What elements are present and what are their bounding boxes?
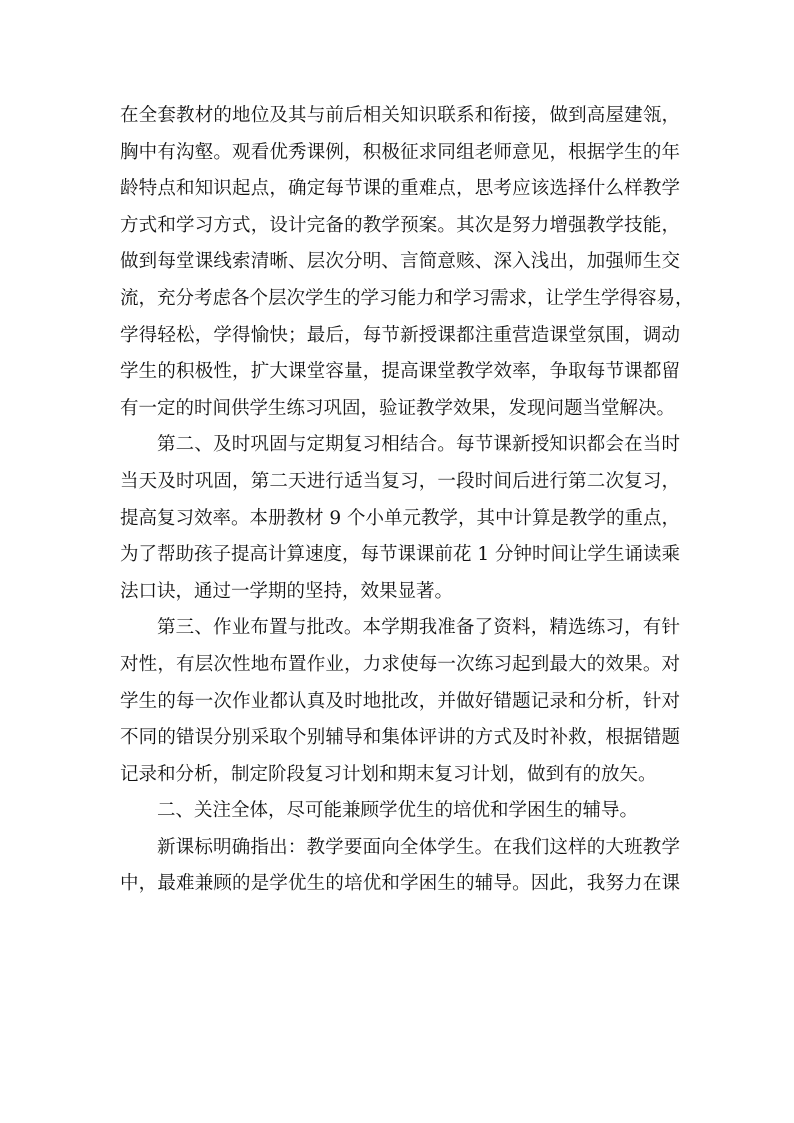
text-line: 学得轻松，学得愉快；最后，每节新授课都注重营造课堂氛围，调动 [120,324,680,346]
paragraph-heading-line: 第三、作业布置与批改。本学期我准备了资料，精选练习，有针 [157,617,680,639]
text-line: 当天及时巩固，第二天进行适当复习，一段时间后进行第二次复习， [120,470,680,492]
text-line: 法口诀，通过一学期的坚持，效果显著。 [120,580,454,602]
text-line: 流，充分考虑各个层次学生的学习能力和学习需求，让学生学得容易， [120,287,694,309]
text-line: 中，最难兼顾的是学优生的培优和学困生的辅导。因此，我努力在课 [120,873,680,895]
text-line: 提高复习效率。本册教材 9 个小单元教学，其中计算是教学的重点， [120,507,681,529]
paragraph-heading-line: 第二、及时巩固与定期复习相结合。每节课新授知识都会在当时 [157,434,680,456]
paragraph-first-line: 新课标明确指出：教学要面向全体学生。在我们这样的大班教学 [157,836,680,858]
text-line: 为了帮助孩子提高计算速度，每节课课前花 1 分钟时间让学生诵读乘 [120,544,681,566]
section-heading-line: 二、关注全体，尽可能兼顾学优生的培优和学困生的辅导。 [157,800,639,822]
text-line: 胸中有沟壑。观看优秀课例，积极征求同组老师意见，根据学生的年 [120,141,680,163]
text-line: 龄特点和知识起点，确定每节课的重难点，思考应该选择什么样教学 [120,178,680,200]
text-line: 记录和分析，制定阶段复习计划和期末复习计划，做到有的放矢。 [120,763,657,785]
text-line: 在全套教材的地位及其与前后相关知识联系和衔接，做到高屋建瓴， [120,105,680,126]
text-line: 方式和学习方式，设计完备的教学预案。其次是努力增强教学技能， [120,214,680,236]
text-line: 有一定的时间供学生练习巩固，验证教学效果，发现问题当堂解决。 [120,397,676,419]
text-line: 做到每堂课线索清晰、层次分明、言简意赅、深入浅出，加强师生交 [120,251,680,273]
text-line: 学生的积极性，扩大课堂容量，提高课堂教学效率，争取每节课都留 [120,361,680,383]
document-body [120,98,694,903]
text-line: 不同的错误分别采取个别辅导和集体评讲的方式及时补救，根据错题 [120,727,680,749]
text-line: 学生的每一次作业都认真及时地批改，并做好错题记录和分析，针对 [120,690,680,712]
text-line: 对性，有层次性地布置作业，力求使每一次练习起到最大的效果。对 [120,653,680,675]
